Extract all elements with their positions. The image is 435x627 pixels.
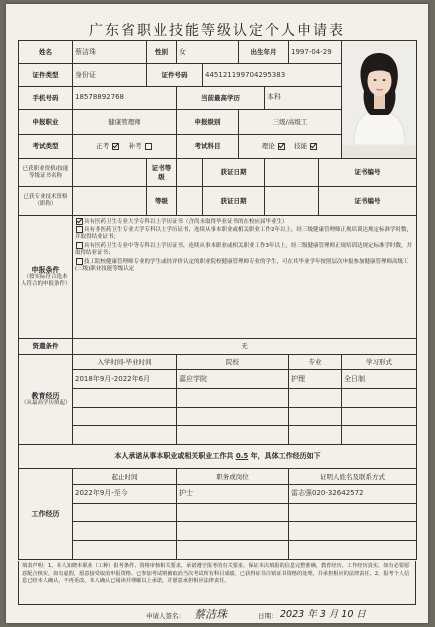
occupation-value: 健康管理师	[73, 110, 177, 135]
signature-name: 蔡洁珠	[194, 608, 227, 621]
cert-no-label: 证书编号	[319, 159, 417, 187]
edu-value: 本科	[265, 86, 342, 109]
name-label: 姓名	[19, 41, 73, 64]
conditions-sub: （按实际符合选本人符合的申报条件）	[21, 274, 71, 288]
conditions-list	[73, 215, 417, 339]
exam-subject-options	[239, 134, 342, 159]
obtain-date2-label: 获证日期	[203, 186, 265, 215]
id-no-value: 445121199704295383	[203, 64, 342, 86]
theory-checkbox[interactable]	[278, 143, 285, 150]
conditions-label: 申报条件	[31, 265, 60, 274]
held-title-value	[73, 186, 147, 215]
work-years-statement: 本人承诺从事本职业或相关职业工作共 0.5 年，具体工作经历如下	[19, 445, 417, 469]
assets-value: 无	[73, 339, 417, 354]
cert-no2-label: 证书编号	[319, 186, 417, 215]
condition-item[interactable]: 具有医药卫生专业大学专科以上学历证书（含尚未取得毕业证书的在校应届毕业生）	[75, 218, 414, 226]
level-label: 申报级别	[177, 110, 239, 135]
education-sub: （从最高学历填起）	[21, 400, 71, 407]
gender-label: 性别	[147, 41, 177, 64]
assets-label: 资遣条件	[19, 339, 73, 354]
held-cert-value	[73, 159, 147, 187]
held-cert-label: 已获职业资格/技能等级证书名称	[19, 159, 73, 187]
id-type-value: 身份证	[73, 64, 147, 86]
skill-label: 技能	[294, 142, 308, 151]
application-sheet	[6, 4, 428, 623]
work-years-value: 0.5	[235, 452, 249, 461]
work-header-witness: 证明人姓名及联系方式	[289, 469, 417, 484]
condition-checkbox-4[interactable]	[76, 258, 83, 265]
make-up-label: 补考	[128, 142, 142, 151]
date-value: 2023 年 3 月 10 日	[280, 609, 366, 620]
cert-level-value	[177, 159, 203, 187]
conditions-label-cell	[19, 215, 73, 339]
theory-label: 理论	[261, 142, 275, 151]
occupation-label: 申报职业	[19, 110, 73, 135]
first-exam-label: 正考	[96, 142, 110, 151]
work-header-time: 起止时间	[73, 469, 177, 484]
edu-header-mode: 学习形式	[342, 354, 417, 369]
edu-header-major: 专业	[289, 354, 342, 369]
condition-checkbox-3[interactable]	[76, 242, 83, 249]
date-label: 日期：	[258, 612, 278, 620]
edu-row-mode: 全日制	[342, 370, 417, 389]
gender-value: 女	[177, 41, 239, 64]
signature-label: 申请人签名：	[146, 612, 185, 620]
grade-value	[177, 186, 203, 215]
id-type-label: 证件类型	[19, 64, 73, 86]
edu-header-school: 院校	[177, 354, 289, 369]
id-no-label: 证件号码	[147, 64, 203, 86]
edu-row-school: 嘉应学院	[177, 370, 289, 389]
birth-value: 1997-04-29	[289, 41, 342, 64]
make-up-checkbox[interactable]	[145, 143, 152, 150]
obtain-date2-value	[265, 186, 319, 215]
declaration-notice: 填表声明：1，本人知晓本职业（工种）报考条件、资格审核相关要求，承诺遵守报考的有关要求，保证本次填报的信息完整准确、教育经历、工作经历真实，如有必要愿意配合核实，如有虚假，愿意接受取消申报资格、已参加考试则被取消当次考试所有科目成绩、已获得证书注销证书资格的处理，并承担相应的法律责任。2，报考个人信息已经本人确认，不再更改。本人确认已阅读并理解以上承诺，并愿意承担相应法律责任。	[18, 561, 416, 605]
obtain-date-value	[265, 159, 319, 187]
edu-row-time: 2018年9月-2022年6月	[73, 370, 177, 389]
applicant-photo	[342, 41, 417, 159]
condition-checkbox-1[interactable]	[76, 218, 83, 225]
work-row-post: 护士	[177, 484, 289, 503]
edu-row-major: 护理	[289, 370, 342, 389]
grade-label: 等级	[147, 186, 177, 215]
edu-label: 当前最高学历	[177, 86, 265, 109]
first-exam-checkbox[interactable]	[112, 143, 119, 150]
application-form-table	[18, 40, 417, 560]
condition-item[interactable]: 具有非医药卫生专业大学专科以上学历证书，连续从事本职业或相关职业工作2年以上，经三级健康管理师正规培训达规定标准学时数，并取得结业证书；	[75, 227, 413, 241]
condition-item[interactable]: 具有医药卫生专业中等专科以上学历证书，连续从事本职业或相关职业工作3年以上，经三级健康管理师正规培训达规定标准学时数，并取得结业证书；	[75, 243, 413, 257]
obtain-date-label: 获证日期	[203, 159, 265, 187]
page-title: 广东省职业技能等级认定个人申请表	[89, 23, 345, 39]
cert-level-label: 证书等级	[147, 159, 177, 187]
education-label: 教育经历	[31, 391, 60, 400]
name-value: 蔡洁珠	[73, 41, 147, 64]
level-value: 三级/高级工	[239, 110, 342, 135]
condition-checkbox-2[interactable]	[76, 226, 83, 233]
work-header-post: 职务或岗位	[177, 469, 289, 484]
condition-item[interactable]: 技工院校健康管理师专业的学生或经评价认定的职业院校健康管理师专业的学生，可在其毕业学年按照层次申报参加健康管理师高级工(三级)职业技能等级认定	[75, 258, 409, 272]
work-label: 工作经历	[19, 469, 73, 560]
exam-type-options	[73, 134, 177, 159]
phone-value: 18578892768	[73, 86, 177, 109]
exam-type-label: 考试类型	[19, 134, 73, 159]
signature-row	[18, 605, 416, 623]
exam-subject-label: 考试科目	[177, 134, 239, 159]
phone-label: 手机号码	[19, 86, 73, 109]
edu-header-time: 入学时间-毕业时间	[73, 354, 177, 369]
held-title-label: 已获专业技术资格（职称）	[19, 186, 73, 215]
work-row-time: 2022年9月-至今	[73, 484, 177, 503]
skill-checkbox[interactable]	[310, 143, 317, 150]
portrait-image	[342, 41, 417, 145]
birth-label: 出生年月	[239, 41, 289, 64]
education-label-cell	[19, 354, 73, 445]
work-row-witness: 雷志强020-32642572	[289, 484, 417, 503]
